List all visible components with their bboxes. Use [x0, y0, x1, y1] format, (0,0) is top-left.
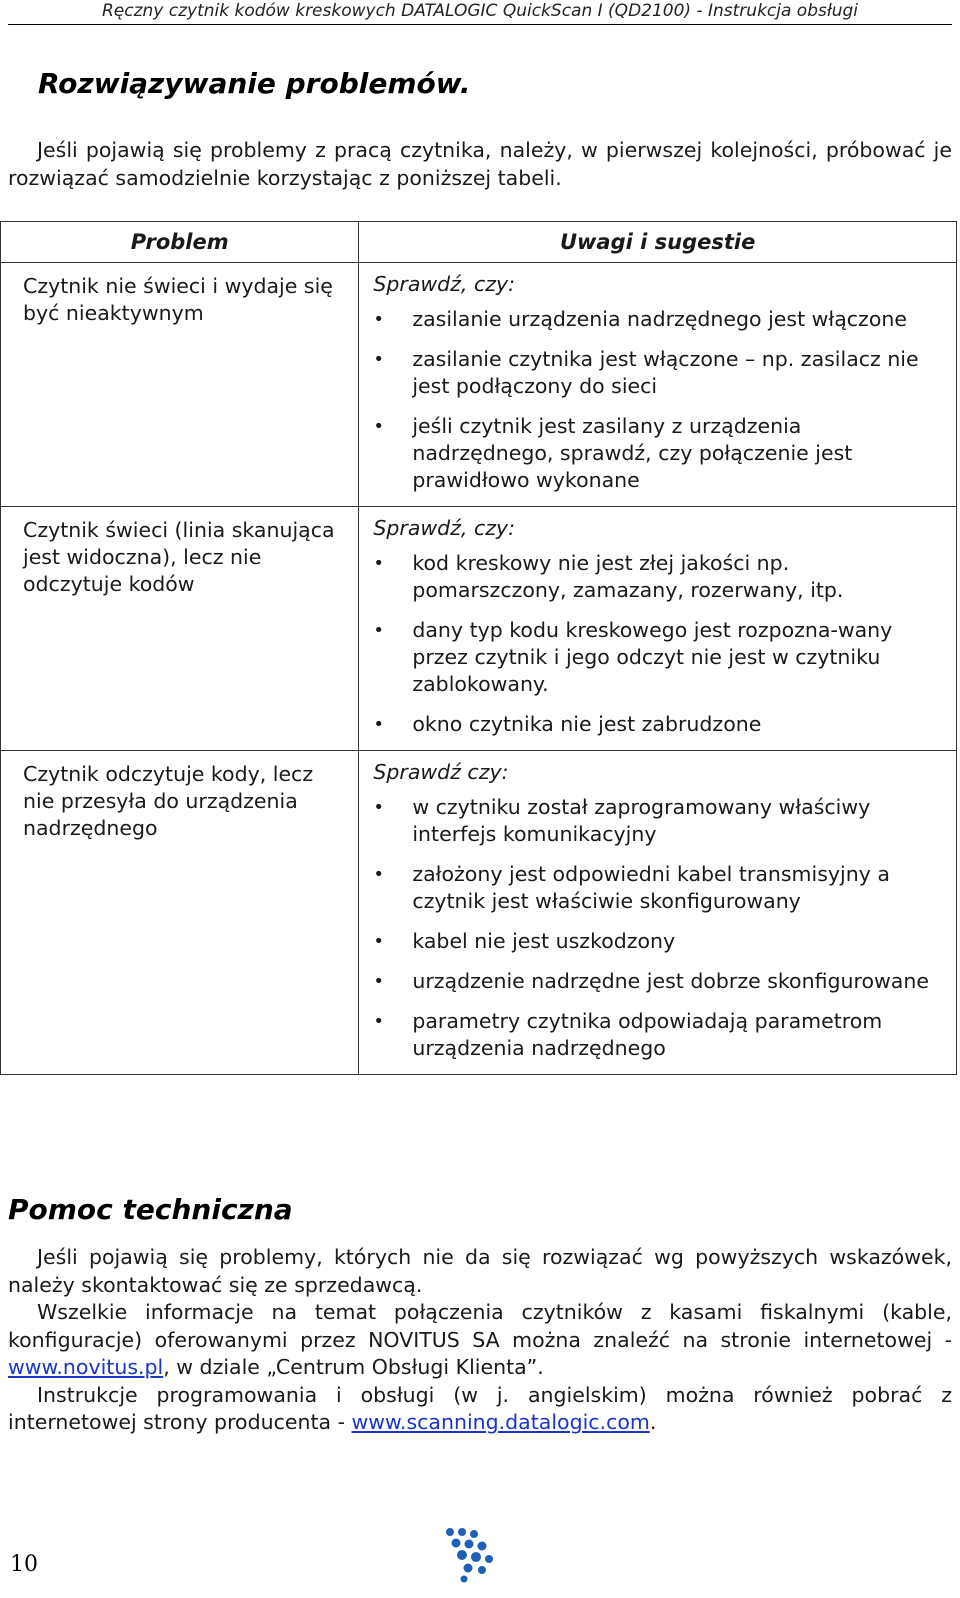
novitus-link[interactable]: www.novitus.pl [8, 1355, 164, 1379]
check-label: Sprawdź czy: [373, 760, 509, 784]
document-header: Ręczny czytnik kodów kreskowych DATALOGIC QuickScan I (QD2100) - Instrukcja obsługi [101, 1, 859, 21]
support-heading: Pomoc techniczna [8, 1193, 293, 1226]
table-row [1, 507, 957, 751]
notes-cell [359, 507, 957, 751]
list-item [373, 711, 946, 738]
bullet-icon: • [373, 1011, 384, 1032]
check-label: Sprawdź, czy: [373, 516, 516, 540]
list-item [373, 346, 946, 400]
troubleshooting-table [0, 221, 957, 1075]
paragraph-text: , w dziale „Centrum Obsługi Klienta”. [163, 1355, 544, 1379]
suggestion-text: kabel nie jest uszkodzony [412, 929, 676, 953]
list-item [373, 550, 946, 604]
table-row [1, 751, 957, 1075]
suggestion-text: zasilanie czytnika jest włączone – np. zasilacz nie jest podłączony do sieci [412, 347, 919, 398]
paragraph-text: . [649, 1410, 657, 1434]
problem-cell: Czytnik odczytuje kody, lecz nie przesyła do urządzenia nadrzędnego [1, 751, 359, 1075]
bullet-icon: • [373, 864, 384, 885]
novitus-dots-logo-icon [440, 1524, 500, 1584]
suggestion-text: urządzenie nadrzędne jest dobrze skonfigurowane [412, 969, 929, 993]
suggestion-text: zasilanie urządzenia nadrzędnego jest włączone [412, 307, 907, 331]
paragraph-text: Wszelkie informacje na temat połączenia czytników z kasami fiskalnymi (kable, konfiguracje) oferowanymi przez NOVITUS SA można znaleźć na stronie internetowej - [8, 1300, 952, 1352]
list-item [373, 928, 946, 955]
table-header-row [1, 222, 957, 263]
bullet-icon: • [373, 416, 384, 437]
problem-cell: Czytnik świeci (linia skanująca jest widoczna), lecz nie odczytuje kodów [1, 507, 359, 751]
suggestion-text: parametry czytnika odpowiadają parametrom urządzenia nadrzędnego [412, 1009, 883, 1060]
list-item [373, 968, 946, 995]
bullet-icon: • [373, 620, 384, 641]
support-paragraph [8, 1382, 952, 1437]
bullet-icon: • [373, 971, 384, 992]
suggestion-list [373, 306, 946, 494]
datalogic-link[interactable]: www.scanning.datalogic.com [351, 1410, 650, 1434]
page-number: 10 [10, 1552, 38, 1577]
notes-cell [359, 751, 957, 1075]
suggestion-list [373, 550, 946, 738]
troubleshooting-heading: Rozwiązywanie problemów. [38, 67, 471, 100]
support-paragraph [8, 1299, 952, 1382]
troubleshooting-intro: Jeśli pojawią się problemy z pracą czytnika, należy, w pierwszej kolejności, próbować je rozwiązać samodzielnie korzystając z poniższej tabeli. [8, 138, 952, 190]
paragraph-text: Instrukcje programowania i obsługi (w j. angielskim) można również pobrać z internetowej strony producenta - [8, 1382, 952, 1434]
bullet-icon: • [373, 349, 384, 370]
list-item [373, 413, 946, 494]
suggestion-text: w czytniku został zaprogramowany właściwy interfejs komunikacyjny [412, 795, 871, 846]
notes-cell [359, 263, 957, 507]
list-item [373, 1008, 946, 1062]
list-item [373, 617, 946, 698]
support-paragraph: Jeśli pojawią się problemy, których nie da się rozwiązać wg powyższych wskazówek, należy skontaktować się ze sprzedawcą. [8, 1245, 952, 1297]
bullet-icon: • [373, 309, 384, 330]
list-item [373, 794, 946, 848]
suggestion-text: kod kreskowy nie jest złej jakości np. pomarszczony, zamazany, rozerwany, itp. [412, 551, 844, 602]
list-item [373, 306, 946, 333]
problem-cell: Czytnik nie świeci i wydaje się być nieaktywnym [1, 263, 359, 507]
bullet-icon: • [373, 714, 384, 735]
list-item [373, 861, 946, 915]
column-header-problem: Problem [1, 222, 359, 263]
suggestion-text: okno czytnika nie jest zabrudzone [412, 712, 762, 736]
column-header-notes: Uwagi i sugestie [359, 222, 957, 263]
header-divider [8, 24, 952, 25]
bullet-icon: • [373, 553, 384, 574]
support-section [8, 1244, 952, 1437]
suggestion-text: założony jest odpowiedni kabel transmisyjny a czytnik jest właściwie skonfigurowany [412, 862, 890, 913]
suggestion-text: jeśli czytnik jest zasilany z urządzenia nadrzędnego, sprawdź, czy połączenie jest prawidłowo wykonane [412, 414, 853, 492]
suggestion-list [373, 794, 946, 1062]
bullet-icon: • [373, 931, 384, 952]
bullet-icon: • [373, 797, 384, 818]
check-label: Sprawdź, czy: [373, 272, 516, 296]
table-row [1, 263, 957, 507]
suggestion-text: dany typ kodu kreskowego jest rozpozna-wany przez czytnik i jego odczyt nie jest w czytniku zablokowany. [412, 618, 893, 696]
